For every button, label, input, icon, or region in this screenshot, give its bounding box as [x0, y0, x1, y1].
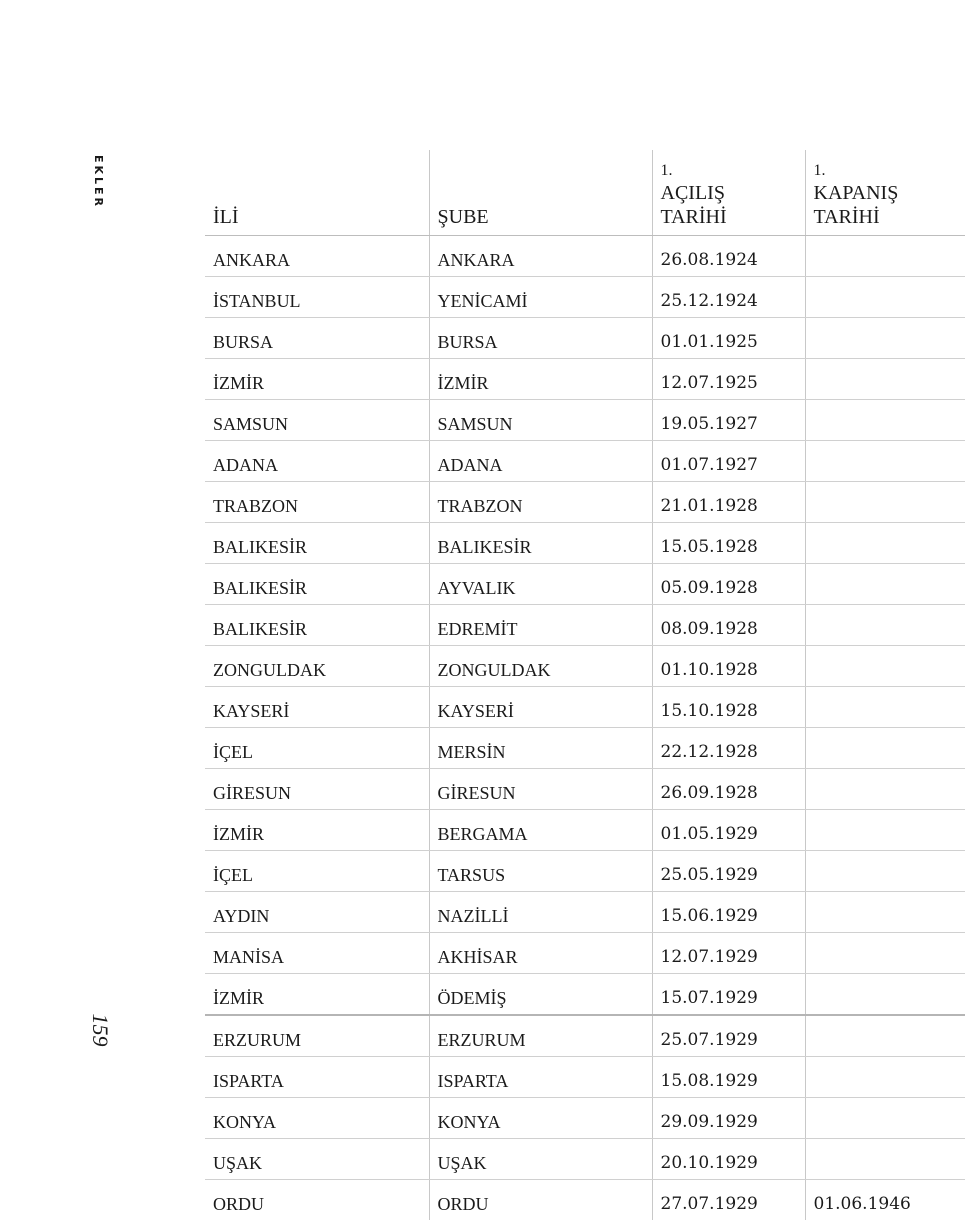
cell-sube: KAYSERİ — [429, 687, 652, 728]
cell-il: İZMİR — [205, 810, 429, 851]
cell-kapanis-tarihi — [805, 400, 965, 441]
header-kapanis-line1: KAPANIŞ — [814, 181, 965, 205]
cell-il: TRABZON — [205, 482, 429, 523]
cell-acilis-tarihi: 22.12.1928 — [652, 728, 805, 769]
table-row — [205, 482, 965, 523]
header-acilis-tarihi — [652, 150, 805, 236]
cell-sube: BURSA — [429, 318, 652, 359]
cell-sube: BERGAMA — [429, 810, 652, 851]
cell-kapanis-tarihi — [805, 605, 965, 646]
cell-sube: AKHİSAR — [429, 933, 652, 974]
cell-il: İÇEL — [205, 851, 429, 892]
table-row — [205, 277, 965, 318]
cell-acilis-tarihi: 21.01.1928 — [652, 482, 805, 523]
table-row — [205, 564, 965, 605]
cell-il: ZONGULDAK — [205, 646, 429, 687]
table-row — [205, 646, 965, 687]
cell-il: BURSA — [205, 318, 429, 359]
cell-sube: ANKARA — [429, 236, 652, 277]
cell-acilis-tarihi: 01.10.1928 — [652, 646, 805, 687]
cell-sube: ORDU — [429, 1180, 652, 1220]
cell-acilis-tarihi: 29.09.1929 — [652, 1098, 805, 1139]
cell-sube: ÖDEMİŞ — [429, 974, 652, 1016]
table-row — [205, 728, 965, 769]
cell-sube: ADANA — [429, 441, 652, 482]
table-row — [205, 318, 965, 359]
header-il: İLİ — [205, 150, 429, 236]
cell-acilis-tarihi: 19.05.1927 — [652, 400, 805, 441]
cell-il: AYDIN — [205, 892, 429, 933]
cell-sube: SAMSUN — [429, 400, 652, 441]
cell-sube: EDREMİT — [429, 605, 652, 646]
cell-il: UŞAK — [205, 1139, 429, 1180]
page-number: 159 — [80, 1010, 120, 1050]
cell-il: BALIKESİR — [205, 564, 429, 605]
cell-kapanis-tarihi — [805, 441, 965, 482]
cell-il: İZMİR — [205, 359, 429, 400]
cell-sube: YENİCAMİ — [429, 277, 652, 318]
cell-il: İZMİR — [205, 974, 429, 1016]
table-row — [205, 1057, 965, 1098]
cell-il: GİRESUN — [205, 769, 429, 810]
cell-kapanis-tarihi — [805, 1139, 965, 1180]
table-row — [205, 810, 965, 851]
cell-kapanis-tarihi — [805, 974, 965, 1016]
table-row — [205, 851, 965, 892]
table-row — [205, 933, 965, 974]
cell-il: SAMSUN — [205, 400, 429, 441]
table-row — [205, 1015, 965, 1057]
cell-kapanis-tarihi — [805, 523, 965, 564]
table-row — [205, 687, 965, 728]
cell-sube: İZMİR — [429, 359, 652, 400]
cell-il: İSTANBUL — [205, 277, 429, 318]
cell-acilis-tarihi: 26.09.1928 — [652, 769, 805, 810]
cell-il: ADANA — [205, 441, 429, 482]
cell-acilis-tarihi: 26.08.1924 — [652, 236, 805, 277]
cell-kapanis-tarihi — [805, 1057, 965, 1098]
cell-acilis-tarihi: 15.10.1928 — [652, 687, 805, 728]
cell-acilis-tarihi: 20.10.1929 — [652, 1139, 805, 1180]
cell-kapanis-tarihi — [805, 851, 965, 892]
cell-kapanis-tarihi — [805, 277, 965, 318]
cell-il: ORDU — [205, 1180, 429, 1220]
cell-kapanis-tarihi — [805, 769, 965, 810]
cell-sube: KONYA — [429, 1098, 652, 1139]
cell-kapanis-tarihi — [805, 687, 965, 728]
table-row — [205, 441, 965, 482]
cell-kapanis-tarihi — [805, 564, 965, 605]
cell-il: ISPARTA — [205, 1057, 429, 1098]
cell-acilis-tarihi: 05.09.1928 — [652, 564, 805, 605]
cell-acilis-tarihi: 12.07.1925 — [652, 359, 805, 400]
table-body — [205, 236, 965, 1220]
cell-sube: GİRESUN — [429, 769, 652, 810]
table-row — [205, 1098, 965, 1139]
cell-acilis-tarihi: 08.09.1928 — [652, 605, 805, 646]
cell-kapanis-tarihi — [805, 933, 965, 974]
cell-sube: UŞAK — [429, 1139, 652, 1180]
cell-il: ERZURUM — [205, 1015, 429, 1057]
cell-kapanis-tarihi: 01.06.1946 — [805, 1180, 965, 1220]
cell-il: ANKARA — [205, 236, 429, 277]
cell-il: KAYSERİ — [205, 687, 429, 728]
table-row — [205, 236, 965, 277]
cell-acilis-tarihi: 15.06.1929 — [652, 892, 805, 933]
table-row — [205, 1139, 965, 1180]
cell-il: BALIKESİR — [205, 523, 429, 564]
cell-sube: ERZURUM — [429, 1015, 652, 1057]
cell-acilis-tarihi: 25.12.1924 — [652, 277, 805, 318]
cell-il: İÇEL — [205, 728, 429, 769]
table-row — [205, 605, 965, 646]
header-acilis-line1: AÇILIŞ — [661, 181, 805, 205]
cell-acilis-tarihi: 25.05.1929 — [652, 851, 805, 892]
cell-acilis-tarihi: 15.05.1928 — [652, 523, 805, 564]
cell-kapanis-tarihi — [805, 482, 965, 523]
cell-acilis-tarihi: 15.07.1929 — [652, 974, 805, 1016]
cell-acilis-tarihi: 12.07.1929 — [652, 933, 805, 974]
cell-kapanis-tarihi — [805, 318, 965, 359]
cell-sube: ZONGULDAK — [429, 646, 652, 687]
cell-acilis-tarihi: 01.07.1927 — [652, 441, 805, 482]
cell-sube: AYVALIK — [429, 564, 652, 605]
cell-kapanis-tarihi — [805, 236, 965, 277]
cell-kapanis-tarihi — [805, 646, 965, 687]
header-acilis-line2: TARİHİ — [661, 205, 805, 229]
table-row — [205, 892, 965, 933]
header-kapanis-number: 1. — [814, 161, 965, 181]
branch-table-container — [205, 150, 899, 1220]
cell-kapanis-tarihi — [805, 1098, 965, 1139]
table-header-row — [205, 150, 965, 236]
cell-sube: MERSİN — [429, 728, 652, 769]
cell-acilis-tarihi: 25.07.1929 — [652, 1015, 805, 1057]
header-sube: ŞUBE — [429, 150, 652, 236]
cell-acilis-tarihi: 15.08.1929 — [652, 1057, 805, 1098]
cell-il: MANİSA — [205, 933, 429, 974]
cell-sube: TARSUS — [429, 851, 652, 892]
header-kapanis-line2: TARİHİ — [814, 205, 965, 229]
section-label: EKLER — [92, 155, 105, 209]
header-acilis-number: 1. — [661, 161, 805, 181]
table-row — [205, 523, 965, 564]
branch-table — [205, 150, 965, 1220]
cell-acilis-tarihi: 01.01.1925 — [652, 318, 805, 359]
cell-kapanis-tarihi — [805, 810, 965, 851]
table-row — [205, 1180, 965, 1220]
cell-sube: NAZİLLİ — [429, 892, 652, 933]
cell-acilis-tarihi: 27.07.1929 — [652, 1180, 805, 1220]
table-row — [205, 974, 965, 1016]
table-row — [205, 400, 965, 441]
header-kapanis-tarihi — [805, 150, 965, 236]
cell-sube: ISPARTA — [429, 1057, 652, 1098]
table-row — [205, 769, 965, 810]
cell-il: KONYA — [205, 1098, 429, 1139]
cell-kapanis-tarihi — [805, 1015, 965, 1057]
cell-il: BALIKESİR — [205, 605, 429, 646]
table-row — [205, 359, 965, 400]
cell-sube: TRABZON — [429, 482, 652, 523]
cell-kapanis-tarihi — [805, 728, 965, 769]
cell-sube: BALIKESİR — [429, 523, 652, 564]
cell-kapanis-tarihi — [805, 892, 965, 933]
cell-acilis-tarihi: 01.05.1929 — [652, 810, 805, 851]
cell-kapanis-tarihi — [805, 359, 965, 400]
